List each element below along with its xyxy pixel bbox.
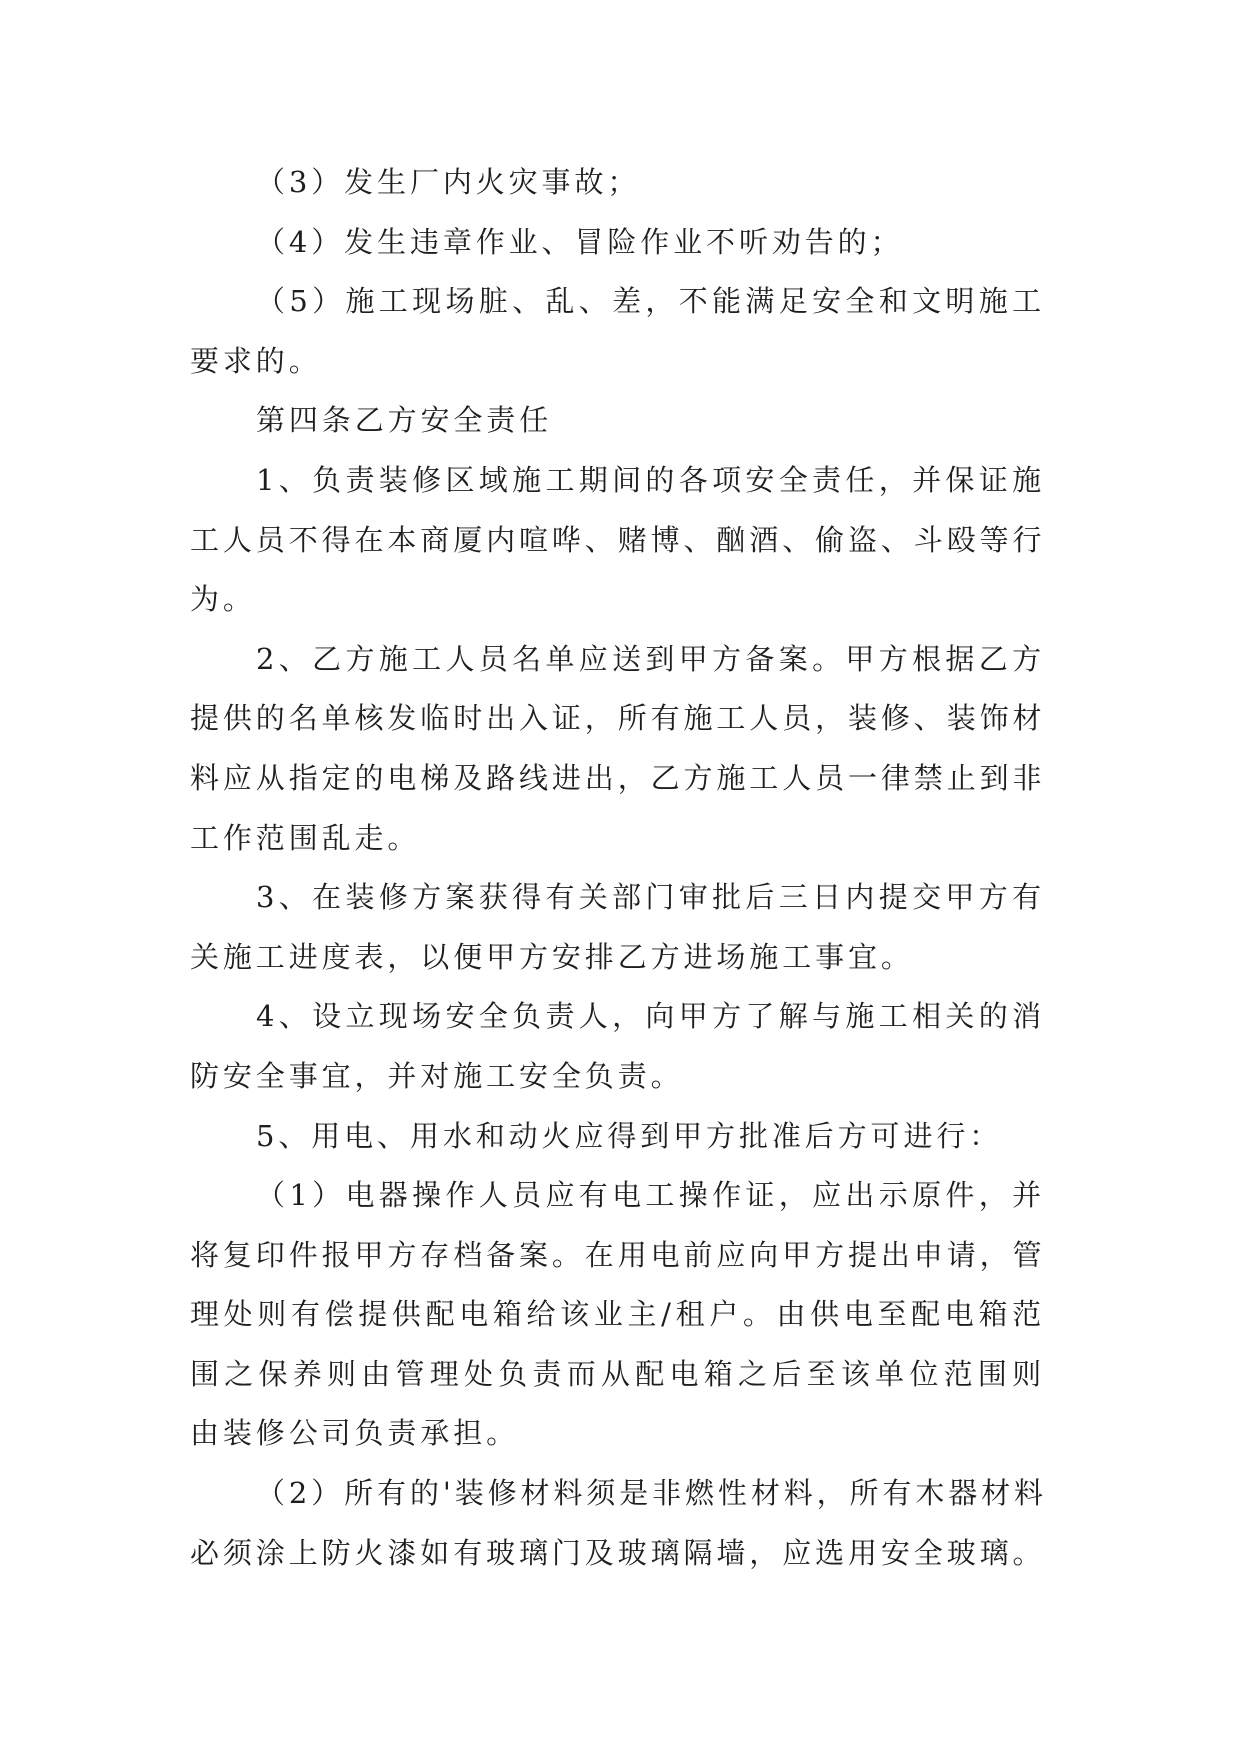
text-line: 防安全事宜，并对施工安全负责。 — [190, 1058, 684, 1093]
section-heading — [190, 391, 1045, 451]
paragraph — [190, 153, 1045, 213]
paragraph — [190, 987, 1045, 1106]
text-line: （3）发生厂内火灾事故； — [256, 165, 641, 199]
text-line: 将复印件报甲方存档备案。在用电前应向甲方提出申请，管 — [190, 1237, 1046, 1272]
text-line: （1）电器操作人员应有电工操作证，应出示原件，并 — [256, 1178, 1045, 1213]
text-line: 理处则有偿提供配电箱给该业主/租户。由供电至配电箱范 — [190, 1297, 1045, 1332]
text-line: （2）所有的'装修材料须是非燃性材料，所有木器材料 — [256, 1476, 1047, 1511]
paragraph — [190, 451, 1045, 630]
paragraph — [190, 868, 1045, 987]
heading-text: 第四条乙方安全责任 — [256, 403, 553, 438]
text-line: 工作范围乱走。 — [190, 820, 421, 855]
paragraph — [190, 213, 1045, 273]
text-line: 2、乙方施工人员名单应送到甲方备案。甲方根据乙方 — [256, 641, 1045, 676]
text-line: （5）施工现场脏、乱、差，不能满足安全和文明施工 — [256, 284, 1045, 319]
paragraph — [190, 1107, 1045, 1167]
text-line: 4、设立现场安全负责人，向甲方了解与施工相关的消 — [256, 999, 1045, 1034]
text-line: 提供的名单核发临时出入证，所有施工人员，装修、装饰材 — [190, 701, 1046, 736]
text-line: 围之保养则由管理处负责而从配电箱之后至该单位范围则 — [190, 1356, 1045, 1391]
text-line: （4）发生违章作业、冒险作业不听劝告的； — [256, 224, 904, 259]
text-line: 关施工进度表，以便甲方安排乙方进场施工事宜。 — [190, 939, 914, 974]
text-line: 工人员不得在本商厦内喧哗、赌博、酗酒、偷盗、斗殴等行 — [190, 522, 1046, 557]
text-line: 为。 — [190, 582, 256, 617]
text-line: 由装修公司负责承担。 — [190, 1416, 520, 1451]
paragraph — [190, 1166, 1045, 1464]
text-line: 3、在装修方案获得有关部门审批后三日内提交甲方有 — [256, 880, 1045, 915]
text-line: 1、负责装修区域施工期间的各项安全责任，并保证施 — [256, 462, 1045, 497]
paragraph — [190, 272, 1045, 391]
text-line: 5、用电、用水和动火应得到甲方批准后方可进行： — [256, 1118, 1003, 1153]
document-body — [190, 153, 1045, 1583]
paragraph — [190, 630, 1045, 868]
text-line: 必须涂上防火漆如有玻璃门及玻璃隔墙，应选用安全玻璃。 — [190, 1535, 1046, 1570]
paragraph — [190, 1464, 1045, 1583]
text-line: 要求的。 — [190, 343, 322, 378]
text-line: 料应从指定的电梯及路线进出，乙方施工人员一律禁止到非 — [190, 760, 1046, 795]
